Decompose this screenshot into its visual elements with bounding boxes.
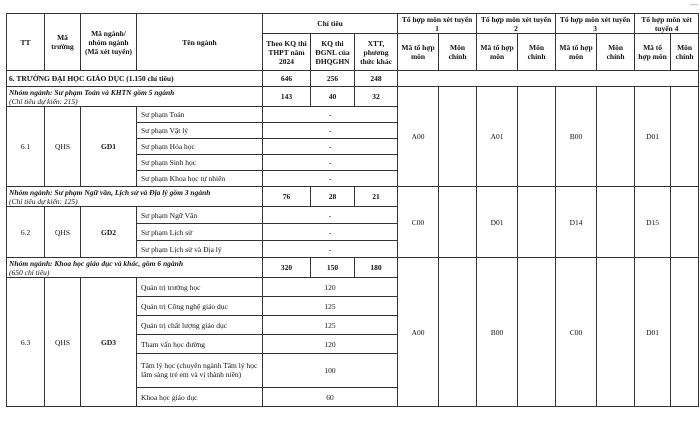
major-quota: - (263, 107, 398, 123)
group-xtt: 21 (355, 187, 398, 207)
header-dgnl: KQ thi ĐGNL của ĐHQGHN (311, 34, 355, 71)
header-main-subject-2: Môn chính (518, 34, 556, 71)
main-subject (518, 187, 556, 258)
major-quota: - (263, 171, 398, 187)
major-name: Sư phạm Hóa học (137, 139, 263, 155)
major-name: Sư phạm Toán (137, 107, 263, 123)
header-combo-code-2: Mã tổ hợp môn (477, 34, 518, 71)
combo-code: B00 (556, 87, 597, 187)
row-school: QHS (45, 207, 81, 258)
combo-code: B00 (477, 258, 518, 407)
major-name: Tham vấn học đường (137, 335, 263, 354)
group-dgnl: 40 (311, 87, 355, 107)
major-quota: - (263, 123, 398, 139)
group-thpt: 143 (263, 87, 311, 107)
main-subject (439, 87, 477, 187)
major-quota: - (263, 241, 398, 258)
major-name: Sư phạm Khoa học tự nhiên (137, 171, 263, 187)
major-name: Sư phạm Lịch sử (137, 224, 263, 241)
combo-code: D01 (635, 87, 671, 187)
header-tt: TT (7, 14, 45, 71)
group-row (7, 187, 699, 207)
major-quota: 125 (263, 316, 398, 335)
combo-code: D15 (635, 187, 671, 258)
major-quota: - (263, 224, 398, 241)
main-subject (518, 258, 556, 407)
group-row (7, 258, 699, 278)
group-label (7, 187, 263, 207)
combo-code: D01 (477, 187, 518, 258)
header-main-subject-4: Môn chính (671, 34, 699, 71)
group-xtt: 32 (355, 87, 398, 107)
main-subject (671, 87, 699, 187)
main-subject (597, 258, 635, 407)
header-combo-1: Tổ hợp môn xét tuyển 1 (398, 14, 477, 34)
main-subject (597, 87, 635, 187)
header-combo-3: Tổ hợp môn xét tuyển 3 (556, 14, 635, 34)
major-quota: 125 (263, 297, 398, 316)
header-main-subject-3: Môn chính (597, 34, 635, 71)
row-code: GD3 (81, 278, 137, 407)
header-combo-2: Tổ hợp môn xét tuyển 2 (477, 14, 556, 34)
major-quota: - (263, 139, 398, 155)
group-xtt: 180 (355, 258, 398, 278)
row-tt: 6.1 (7, 107, 45, 187)
main-subject (439, 187, 477, 258)
main-subject (518, 87, 556, 187)
group-row (7, 87, 699, 107)
header-school-code: Mã trường (45, 14, 81, 71)
admission-table (6, 13, 699, 407)
group-dgnl: 150 (311, 258, 355, 278)
section-dgnl: 256 (311, 71, 355, 87)
header-combo-code-3: Mã tổ hợp môn (556, 34, 597, 71)
header-thpt: Theo KQ thi THPT năm 2024 (263, 34, 311, 71)
major-name: Quản trị Công nghệ giáo dục (137, 297, 263, 316)
header-combo-code-4: Mã tổ hợp môn (635, 34, 671, 71)
header-major-name: Tên ngành (137, 14, 263, 71)
header-quota: Chỉ tiêu (263, 14, 398, 34)
group-quota-note: (Chỉ tiêu dự kiến: 215) (9, 96, 78, 106)
main-subject (671, 187, 699, 258)
header-row-1 (7, 14, 699, 34)
major-name: Quản trị chất lượng giáo dục (137, 316, 263, 335)
major-name: Sư phạm Vật lý (137, 123, 263, 139)
combo-code: A00 (398, 258, 439, 407)
major-quota: 120 (263, 278, 398, 297)
major-quota: 60 (263, 388, 398, 407)
group-thpt: 320 (263, 258, 311, 278)
group-thpt: 76 (263, 187, 311, 207)
combo-code: C00 (398, 187, 439, 258)
section-row (7, 71, 699, 87)
combo-code: D01 (635, 258, 671, 407)
group-title: Nhóm ngành: Khoa học giáo dục và khác, gồm 6 ngành (9, 258, 183, 268)
section-xtt: 248 (355, 71, 398, 87)
major-quota: - (263, 155, 398, 171)
row-code: GD2 (81, 207, 137, 258)
major-quota: 100 (263, 354, 398, 388)
combo-code: C00 (556, 258, 597, 407)
header-main-subject-1: Môn chính (439, 34, 477, 71)
group-label (7, 87, 263, 107)
group-quota-note: (Chỉ tiêu dự kiến: 125) (9, 196, 78, 206)
combo-code: A00 (398, 87, 439, 187)
major-quota: - (263, 207, 398, 224)
group-quota-note: (650 chỉ tiêu) (9, 267, 50, 277)
row-tt: 6.3 (7, 278, 45, 407)
row-code: GD1 (81, 107, 137, 187)
section-label: 6. TRƯỜNG ĐẠI HỌC GIÁO DỤC (1.150 chỉ tiêu) (7, 71, 263, 87)
section-thpt: 646 (263, 71, 311, 87)
major-name: Tâm lý học (chuyên ngành Tâm lý học lâm sàng trẻ em và vị thành niên) (137, 354, 263, 388)
header-major-code: Mã ngành/ nhóm ngành (Mã xét tuyển) (81, 14, 137, 71)
group-title: Nhóm ngành: Sư phạm Ngữ văn, Lịch sử và Địa lý gồm 3 ngành (9, 187, 211, 197)
major-name: Sư phạm Ngữ Văn (137, 207, 263, 224)
major-name: Khoa học giáo dục (137, 388, 263, 407)
row-tt: 6.2 (7, 207, 45, 258)
header-combo-4: Tổ hợp môn xét tuyển 4 (635, 14, 699, 34)
main-subject (439, 258, 477, 407)
row-school: QHS (45, 107, 81, 187)
header-xtt: XTT, phương thức khác (355, 34, 398, 71)
section-empty (398, 71, 699, 87)
main-subject (597, 187, 635, 258)
combo-code: D14 (556, 187, 597, 258)
major-name: Sư phạm Sinh học (137, 155, 263, 171)
main-subject (671, 258, 699, 407)
row-school: QHS (45, 278, 81, 407)
corner-mark: — (690, 0, 698, 9)
major-name: Sư phạm Lịch sử và Địa lý (137, 241, 263, 258)
combo-code: A01 (477, 87, 518, 187)
major-name: Quản trị trường học (137, 278, 263, 297)
group-label (7, 258, 263, 278)
group-title: Nhóm ngành: Sư phạm Toán và KHTN gồm 5 ngành (9, 87, 175, 97)
header-combo-code-1: Mã tổ hợp môn (398, 34, 439, 71)
major-quota: 120 (263, 335, 398, 354)
group-dgnl: 28 (311, 187, 355, 207)
